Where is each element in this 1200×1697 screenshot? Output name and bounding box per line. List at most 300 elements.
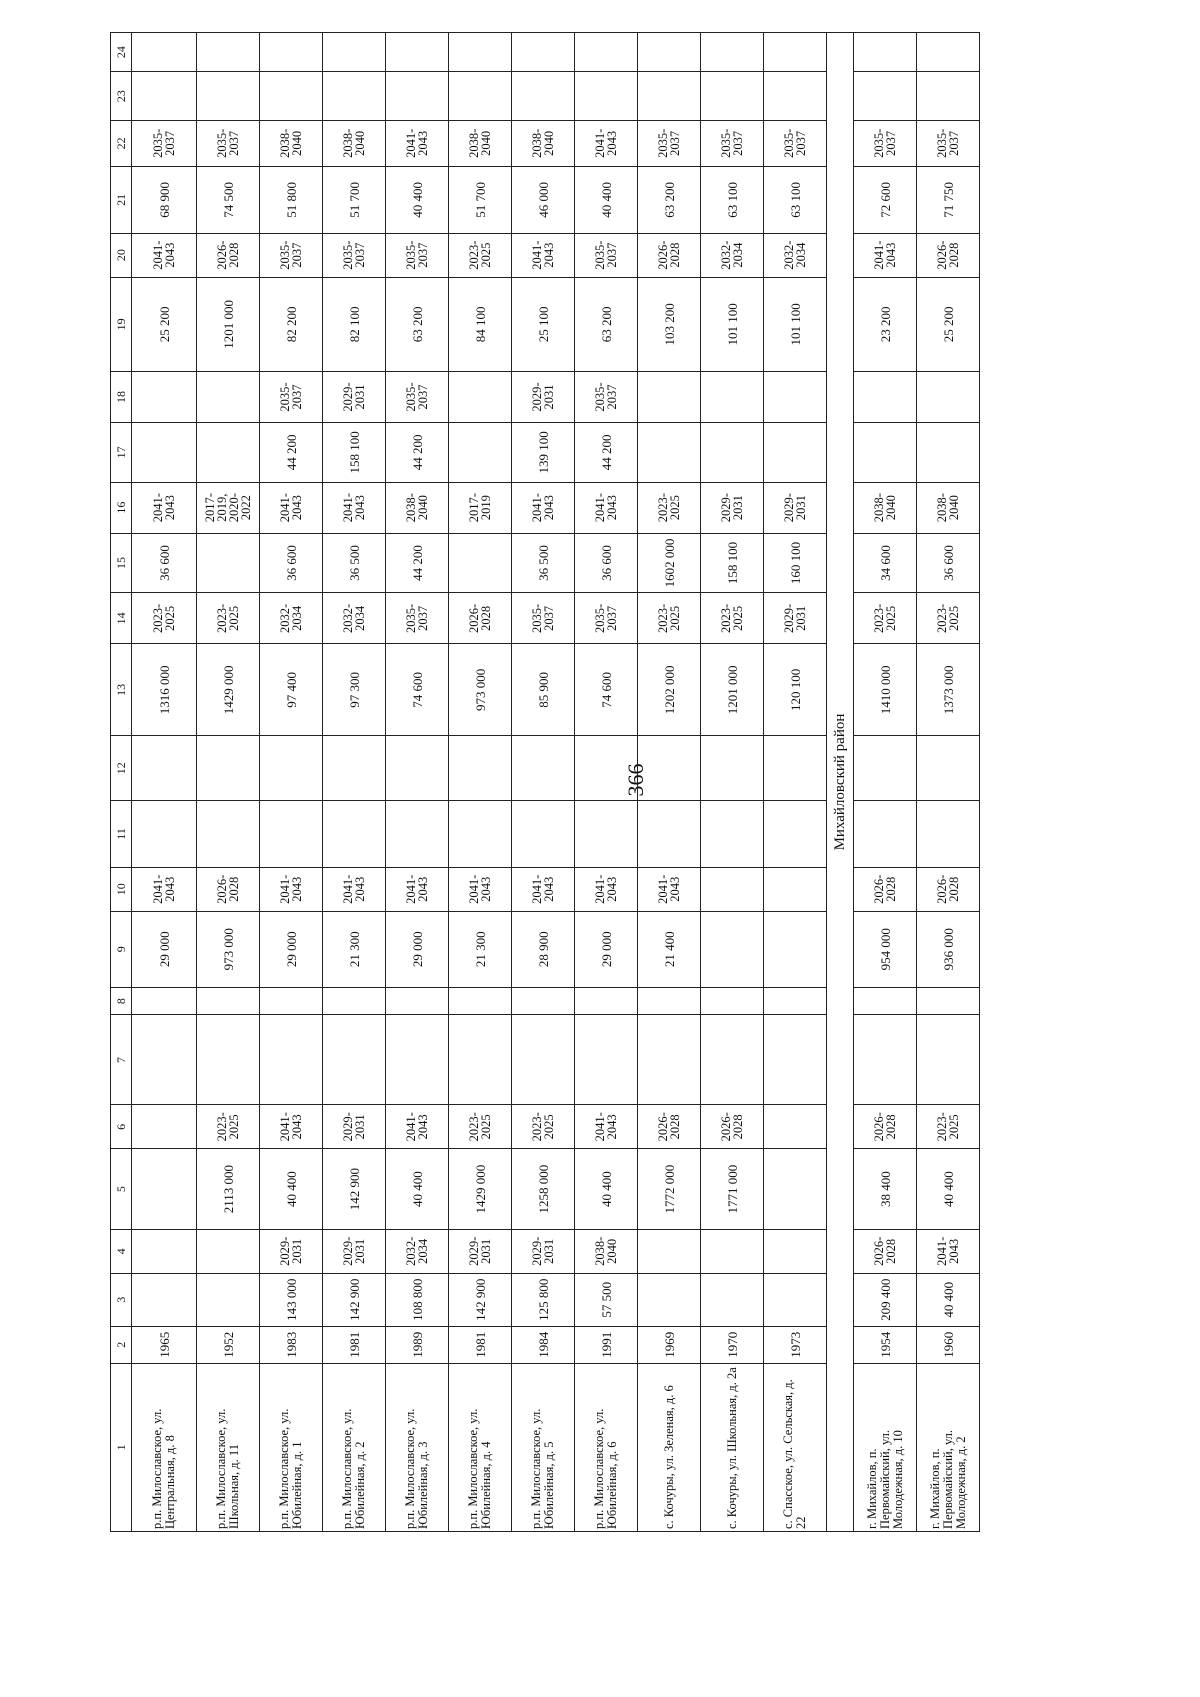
cost-cell: 142 900 (449, 1273, 512, 1326)
address-cell: с. Кочуры, ул. Школьная, д. 2а (701, 1363, 764, 1531)
period-cell: 2026-2028 (917, 867, 980, 911)
cost-cell: 51 800 (260, 166, 323, 233)
period-cell (764, 1105, 827, 1149)
period-cell (449, 372, 512, 423)
cost-cell (638, 422, 701, 482)
cost-cell: 142 900 (323, 1273, 386, 1326)
cost-cell (638, 33, 701, 72)
period-cell: 2041-2043 (449, 867, 512, 911)
table-row (132, 33, 197, 1532)
period-cell (132, 1229, 197, 1273)
cost-cell: 74 600 (575, 644, 638, 736)
cost-cell (197, 987, 260, 1015)
column-number-cell: 19 (111, 277, 132, 372)
cost-cell: 120 100 (764, 644, 827, 736)
cost-cell (764, 1273, 827, 1326)
cost-cell: 28 900 (512, 911, 575, 987)
cost-cell (764, 987, 827, 1015)
address-cell: р.п. Милославское, ул. Юбилейная, д. 4 (449, 1363, 512, 1531)
year-cell: 1969 (638, 1326, 701, 1363)
period-cell (197, 1229, 260, 1273)
period-cell: 2026-2028 (854, 1229, 917, 1273)
cost-cell: 103 200 (638, 277, 701, 372)
cost-cell: 21 300 (323, 911, 386, 987)
period-cell (764, 1229, 827, 1273)
cost-cell (854, 801, 917, 868)
table-row (764, 33, 827, 1532)
period-cell: 2041-2043 (854, 233, 917, 277)
cost-cell (260, 736, 323, 801)
cost-cell: 71 750 (917, 166, 980, 233)
table-row (917, 33, 980, 1532)
cost-cell: 973 000 (197, 911, 260, 987)
cost-cell (701, 987, 764, 1015)
period-cell: 2041-2043 (132, 233, 197, 277)
cost-cell (638, 736, 701, 801)
cost-cell (386, 33, 449, 72)
cost-cell: 44 200 (575, 422, 638, 482)
period-cell (132, 1105, 197, 1149)
cost-cell: 29 000 (386, 911, 449, 987)
period-cell: 2041-2043 (323, 867, 386, 911)
period-cell: 2026-2028 (917, 233, 980, 277)
year-cell: 1981 (449, 1326, 512, 1363)
table-row (449, 33, 512, 1532)
period-cell: 2026-2028 (449, 593, 512, 644)
cost-cell (701, 1015, 764, 1105)
cost-cell (638, 72, 701, 120)
year-cell: 1989 (386, 1326, 449, 1363)
period-cell: 2023-2025 (512, 1105, 575, 1149)
column-number-cell: 21 (111, 166, 132, 233)
cost-cell: 34 600 (854, 533, 917, 593)
cost-cell: 954 000 (854, 911, 917, 987)
cost-cell: 29 000 (575, 911, 638, 987)
table-row (854, 33, 917, 1532)
period-cell: 2029-2031 (323, 1105, 386, 1149)
period-cell: 2029-2031 (512, 1229, 575, 1273)
period-cell: 2041-2043 (260, 867, 323, 911)
cost-cell (575, 736, 638, 801)
period-cell: 2035-2037 (575, 593, 638, 644)
column-number-cell: 3 (111, 1273, 132, 1326)
cost-cell: 46 000 (512, 166, 575, 233)
period-cell (638, 1229, 701, 1273)
cost-cell (638, 1273, 701, 1326)
table-row (638, 33, 701, 1532)
period-cell: 2041-2043 (260, 1105, 323, 1149)
period-cell: 2017-2019, 2020-2022 (197, 482, 260, 533)
address-cell: р.п. Милославское, ул. Школьная, д. 11 (197, 1363, 260, 1531)
cost-cell (132, 422, 197, 482)
period-cell: 2023-2025 (132, 593, 197, 644)
cost-cell: 57 500 (575, 1273, 638, 1326)
cost-cell: 85 900 (512, 644, 575, 736)
cost-cell: 40 400 (917, 1273, 980, 1326)
cost-cell (854, 422, 917, 482)
period-cell: 2023-2025 (638, 593, 701, 644)
address-cell: г. Михайлов, п. Первомайский, ул. Молодежная, д. 10 (854, 1363, 917, 1531)
page-number: 366 (623, 763, 648, 797)
year-cell: 1973 (764, 1326, 827, 1363)
cost-cell: 1429 000 (197, 644, 260, 736)
cost-cell: 125 800 (512, 1273, 575, 1326)
period-cell: 2041-2043 (260, 482, 323, 533)
cost-cell (132, 1015, 197, 1105)
district-separator-row (827, 33, 854, 1532)
period-cell: 2026-2028 (197, 233, 260, 277)
cost-cell: 84 100 (449, 277, 512, 372)
cost-cell (197, 1273, 260, 1326)
cost-cell: 40 400 (386, 1149, 449, 1230)
cost-cell: 68 900 (132, 166, 197, 233)
cost-cell: 108 800 (386, 1273, 449, 1326)
cost-cell: 36 600 (132, 533, 197, 593)
cost-cell (132, 33, 197, 72)
cost-cell: 1602 000 (638, 533, 701, 593)
cost-cell: 40 400 (575, 166, 638, 233)
cost-cell: 1202 000 (638, 644, 701, 736)
cost-cell: 973 000 (449, 644, 512, 736)
repair-schedule-table (110, 32, 980, 1532)
cost-cell: 25 200 (917, 277, 980, 372)
period-cell: 2035-2037 (323, 233, 386, 277)
cost-cell: 63 100 (701, 166, 764, 233)
period-cell: 2029-2031 (764, 593, 827, 644)
period-cell (638, 372, 701, 423)
period-cell: 2041-2043 (132, 867, 197, 911)
cost-cell (917, 72, 980, 120)
column-number-cell: 23 (111, 72, 132, 120)
period-cell: 2023-2025 (197, 1105, 260, 1149)
cost-cell (917, 987, 980, 1015)
cost-cell (323, 1015, 386, 1105)
cost-cell (512, 1015, 575, 1105)
table-row (323, 33, 386, 1532)
address-cell: р.п. Милославское, ул. Юбилейная, д. 2 (323, 1363, 386, 1531)
period-cell: 2032-2034 (323, 593, 386, 644)
cost-cell (260, 33, 323, 72)
period-cell: 2035-2037 (638, 120, 701, 166)
cost-cell (197, 1015, 260, 1105)
cost-cell (854, 1015, 917, 1105)
period-cell: 2029-2031 (449, 1229, 512, 1273)
cost-cell: 36 600 (575, 533, 638, 593)
cost-cell: 40 400 (386, 166, 449, 233)
period-cell: 2023-2025 (701, 593, 764, 644)
period-cell (701, 867, 764, 911)
column-number-cell: 20 (111, 233, 132, 277)
cost-cell: 38 400 (854, 1149, 917, 1230)
period-cell: 2041-2043 (386, 867, 449, 911)
cost-cell (764, 736, 827, 801)
cost-cell (638, 1015, 701, 1105)
period-cell: 2041-2043 (917, 1229, 980, 1273)
period-cell: 2041-2043 (638, 867, 701, 911)
period-cell: 2032-2034 (386, 1229, 449, 1273)
period-cell: 2023-2025 (854, 593, 917, 644)
cost-cell (854, 33, 917, 72)
column-number-cell: 9 (111, 911, 132, 987)
cost-cell (260, 801, 323, 868)
period-cell: 2038-2040 (917, 482, 980, 533)
cost-cell: 40 400 (260, 1149, 323, 1230)
period-cell: 2038-2040 (323, 120, 386, 166)
cost-cell (260, 72, 323, 120)
cost-cell: 25 200 (132, 277, 197, 372)
period-cell: 2041-2043 (386, 1105, 449, 1149)
cost-cell: 1429 000 (449, 1149, 512, 1230)
cost-cell: 36 500 (323, 533, 386, 593)
period-cell: 2026-2028 (638, 233, 701, 277)
column-number-cell: 6 (111, 1105, 132, 1149)
cost-cell: 1201 000 (197, 277, 260, 372)
cost-cell: 44 200 (386, 533, 449, 593)
cost-cell: 74 600 (386, 644, 449, 736)
cost-cell: 29 000 (132, 911, 197, 987)
column-number-row (111, 33, 132, 1532)
cost-cell (132, 736, 197, 801)
period-cell (854, 372, 917, 423)
period-cell: 2038-2040 (449, 120, 512, 166)
address-cell: р.п. Милославское, ул. Центральная, д. 8 (132, 1363, 197, 1531)
cost-cell: 1258 000 (512, 1149, 575, 1230)
cost-cell (386, 72, 449, 120)
cost-cell (701, 1273, 764, 1326)
year-cell: 1954 (854, 1326, 917, 1363)
table-row (260, 33, 323, 1532)
period-cell: 2035-2037 (764, 120, 827, 166)
column-number-cell: 24 (111, 33, 132, 72)
year-cell: 1983 (260, 1326, 323, 1363)
column-number-cell: 22 (111, 120, 132, 166)
period-cell: 2041-2043 (575, 120, 638, 166)
cost-cell (701, 736, 764, 801)
column-number-cell: 5 (111, 1149, 132, 1230)
cost-cell: 101 100 (701, 277, 764, 372)
period-cell (197, 372, 260, 423)
period-cell: 2026-2028 (701, 1105, 764, 1149)
cost-cell (854, 987, 917, 1015)
cost-cell (132, 1273, 197, 1326)
period-cell: 2026-2028 (638, 1105, 701, 1149)
cost-cell: 72 600 (854, 166, 917, 233)
period-cell: 2035-2037 (386, 372, 449, 423)
period-cell: 2029-2031 (323, 372, 386, 423)
period-cell: 2023-2025 (917, 1105, 980, 1149)
column-number-cell: 18 (111, 372, 132, 423)
period-cell: 2023-2025 (449, 233, 512, 277)
cost-cell (323, 72, 386, 120)
column-number-cell: 1 (111, 1363, 132, 1531)
cost-cell (197, 801, 260, 868)
period-cell: 2032-2034 (260, 593, 323, 644)
period-cell: 2038-2040 (854, 482, 917, 533)
cost-cell: 74 500 (197, 166, 260, 233)
cost-cell (764, 72, 827, 120)
cost-cell (764, 422, 827, 482)
cost-cell (917, 736, 980, 801)
column-number-cell: 12 (111, 736, 132, 801)
cost-cell (854, 72, 917, 120)
cost-cell (197, 422, 260, 482)
cost-cell (917, 422, 980, 482)
cost-cell (449, 33, 512, 72)
column-number-cell: 14 (111, 593, 132, 644)
cost-cell (449, 533, 512, 593)
cost-cell (386, 1015, 449, 1105)
cost-cell: 97 400 (260, 644, 323, 736)
column-number-cell: 16 (111, 482, 132, 533)
cost-cell (701, 72, 764, 120)
cost-cell (323, 987, 386, 1015)
period-cell: 2023-2025 (197, 593, 260, 644)
period-cell (701, 1229, 764, 1273)
cost-cell (132, 801, 197, 868)
cost-cell: 2113 000 (197, 1149, 260, 1230)
period-cell (701, 372, 764, 423)
cost-cell (512, 72, 575, 120)
cost-cell (260, 1015, 323, 1105)
period-cell (764, 867, 827, 911)
cost-cell (575, 72, 638, 120)
table-row (197, 33, 260, 1532)
cost-cell (854, 736, 917, 801)
cost-cell (701, 422, 764, 482)
cost-cell: 1410 000 (854, 644, 917, 736)
cost-cell: 1771 000 (701, 1149, 764, 1230)
table-row (386, 33, 449, 1532)
cost-cell: 1772 000 (638, 1149, 701, 1230)
cost-cell (764, 801, 827, 868)
year-cell: 1984 (512, 1326, 575, 1363)
cost-cell: 82 100 (323, 277, 386, 372)
cost-cell (449, 72, 512, 120)
period-cell: 2032-2034 (701, 233, 764, 277)
period-cell: 2041-2043 (575, 867, 638, 911)
period-cell: 2035-2037 (260, 372, 323, 423)
cost-cell (764, 1149, 827, 1230)
cost-cell (197, 72, 260, 120)
period-cell: 2038-2040 (512, 120, 575, 166)
column-number-cell: 2 (111, 1326, 132, 1363)
rotated-table-container (110, 32, 1110, 1532)
table-row (575, 33, 638, 1532)
cost-cell (575, 33, 638, 72)
cost-cell (512, 736, 575, 801)
cost-cell (386, 801, 449, 868)
cost-cell: 51 700 (323, 166, 386, 233)
cost-cell (449, 1015, 512, 1105)
period-cell: 2038-2040 (386, 482, 449, 533)
cost-cell: 44 200 (386, 422, 449, 482)
district-header: Михайловский район (827, 33, 854, 1532)
cost-cell: 142 900 (323, 1149, 386, 1230)
cost-cell: 158 100 (701, 533, 764, 593)
cost-cell: 158 100 (323, 422, 386, 482)
cost-cell: 23 200 (854, 277, 917, 372)
cost-cell (197, 533, 260, 593)
period-cell: 2023-2025 (917, 593, 980, 644)
cost-cell (386, 987, 449, 1015)
period-cell (132, 372, 197, 423)
period-cell: 2035-2037 (197, 120, 260, 166)
cost-cell (197, 736, 260, 801)
period-cell (764, 372, 827, 423)
year-cell: 1981 (323, 1326, 386, 1363)
period-cell: 2041-2043 (512, 233, 575, 277)
column-number-cell: 4 (111, 1229, 132, 1273)
cost-cell (449, 987, 512, 1015)
address-cell: р.п. Милославское, ул. Юбилейная, д. 6 (575, 1363, 638, 1531)
period-cell: 2035-2037 (386, 233, 449, 277)
period-cell: 2038-2040 (260, 120, 323, 166)
cost-cell (260, 987, 323, 1015)
cost-cell (512, 33, 575, 72)
cost-cell (386, 736, 449, 801)
cost-cell: 63 200 (638, 166, 701, 233)
period-cell: 2041-2043 (323, 482, 386, 533)
period-cell: 2041-2043 (386, 120, 449, 166)
column-number-cell: 7 (111, 1015, 132, 1105)
cost-cell: 63 200 (386, 277, 449, 372)
period-cell (917, 372, 980, 423)
cost-cell (132, 72, 197, 120)
period-cell: 2041-2043 (575, 482, 638, 533)
year-cell: 1965 (132, 1326, 197, 1363)
period-cell: 2035-2037 (260, 233, 323, 277)
cost-cell (764, 911, 827, 987)
cost-cell: 51 700 (449, 166, 512, 233)
cost-cell: 21 400 (638, 911, 701, 987)
cost-cell (917, 801, 980, 868)
column-number-cell: 13 (111, 644, 132, 736)
cost-cell: 40 400 (917, 1149, 980, 1230)
period-cell: 2026-2028 (854, 1105, 917, 1149)
period-cell: 2035-2037 (132, 120, 197, 166)
cost-cell: 63 100 (764, 166, 827, 233)
period-cell: 2041-2043 (575, 1105, 638, 1149)
address-cell: р.п. Милославское, ул. Юбилейная, д. 1 (260, 1363, 323, 1531)
period-cell: 2035-2037 (575, 372, 638, 423)
cost-cell (764, 33, 827, 72)
cost-cell: 160 100 (764, 533, 827, 593)
cost-cell (575, 987, 638, 1015)
period-cell: 2035-2037 (512, 593, 575, 644)
cost-cell: 25 100 (512, 277, 575, 372)
cost-cell: 209 400 (854, 1273, 917, 1326)
cost-cell (701, 911, 764, 987)
period-cell: 2026-2028 (854, 867, 917, 911)
cost-cell: 29 000 (260, 911, 323, 987)
cost-cell (917, 33, 980, 72)
cost-cell (197, 33, 260, 72)
period-cell: 2035-2037 (575, 233, 638, 277)
column-number-cell: 17 (111, 422, 132, 482)
period-cell: 2035-2037 (917, 120, 980, 166)
cost-cell: 63 200 (575, 277, 638, 372)
cost-cell: 139 100 (512, 422, 575, 482)
cost-cell (449, 736, 512, 801)
cost-cell: 21 300 (449, 911, 512, 987)
cost-cell (512, 801, 575, 868)
address-cell: г. Михайлов, п. Первомайский, ул. Молодежная, д. 2 (917, 1363, 980, 1531)
period-cell: 2041-2043 (132, 482, 197, 533)
cost-cell: 44 200 (260, 422, 323, 482)
period-cell: 2041-2043 (512, 482, 575, 533)
period-cell: 2017-2019 (449, 482, 512, 533)
cost-cell (917, 1015, 980, 1105)
